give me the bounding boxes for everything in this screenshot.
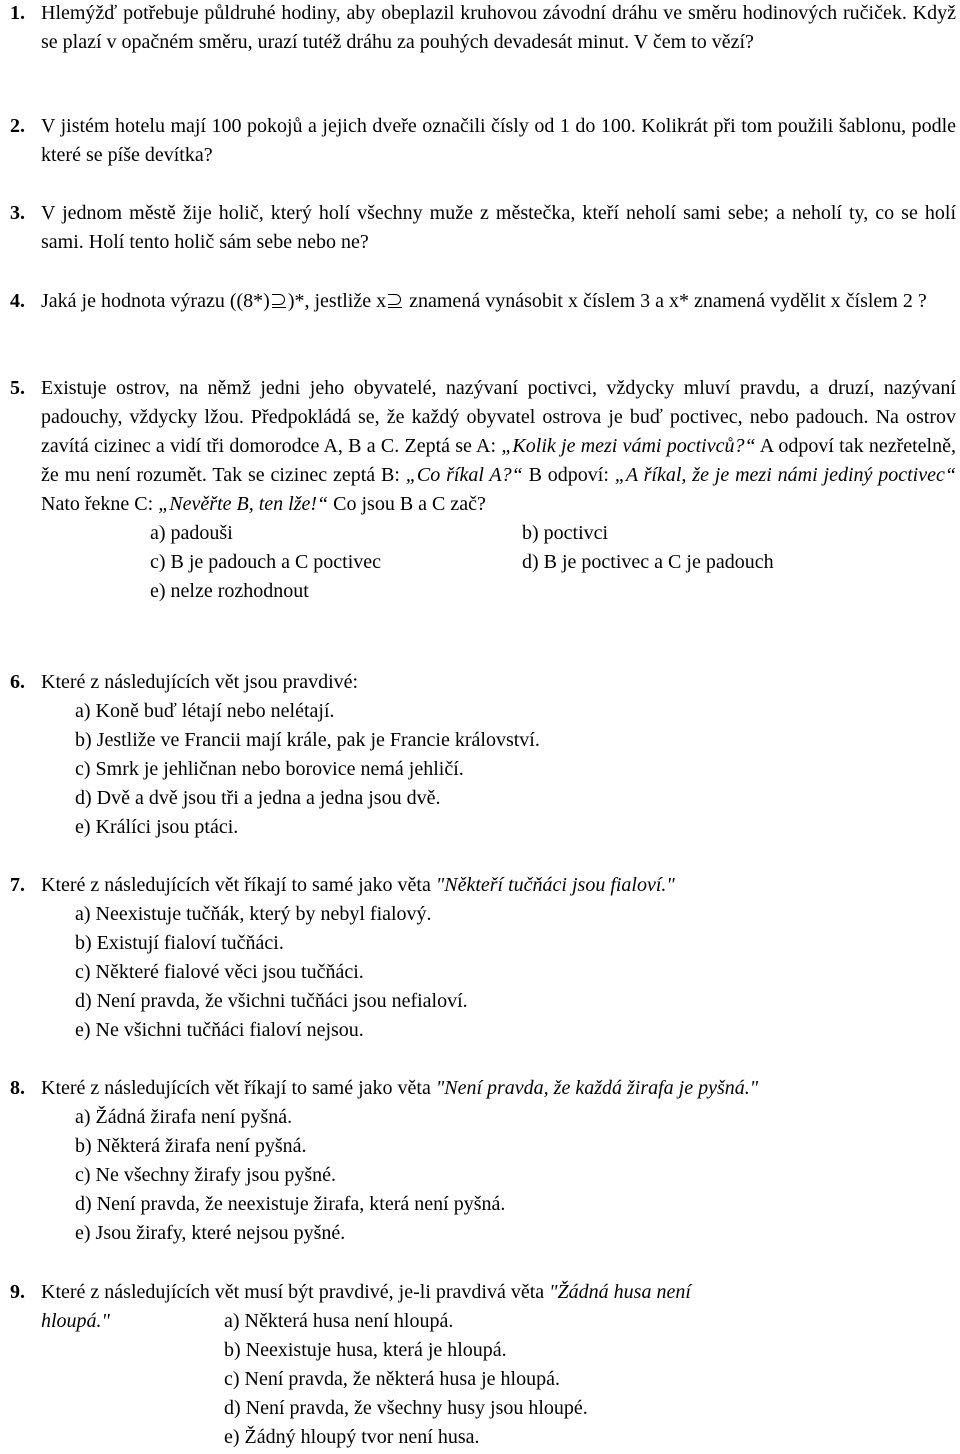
answer-row <box>41 1307 956 1336</box>
spacer <box>41 1336 224 1365</box>
quoted-sentence: "Někteří tučňáci jsou fialoví." <box>435 874 675 896</box>
question-9-answers <box>41 1307 956 1452</box>
question-number: 7. <box>10 874 25 896</box>
answer-row <box>41 1336 956 1365</box>
question-text-part: Co jsou B a C zač? <box>328 493 486 515</box>
question-number: 8. <box>10 1077 25 1099</box>
question-text-part: znamená vynásobit x číslem 3 a x* znamená vydělit x číslem 2 ? <box>404 290 927 312</box>
answer-row <box>41 1394 956 1423</box>
question-text <box>41 287 956 316</box>
answer-option: c) Ne všechny žirafy jsou pyšné. <box>75 1164 337 1186</box>
question-3 <box>0 199 960 257</box>
answer-option: e) nelze rozhodnout <box>150 580 309 602</box>
answer-option: c) Není pravda, že některá husa je hloupá. <box>224 1368 560 1390</box>
question-number: 2. <box>10 115 25 137</box>
spacer <box>41 1423 224 1452</box>
quoted-sentence: "Žádná husa není <box>549 1281 691 1303</box>
question-text-part: Které z následujících vět říkají to samé jako věta <box>41 874 436 896</box>
question-text-part: Které z následujících vět musí být pravdivé, je-li pravdivá věta <box>41 1281 550 1303</box>
answer-option: c) B je padouch a C poctivec <box>150 551 382 573</box>
question-text-part: Existuje ostrov, na němž jedni jeho obyvatelé, nazývaní poctivci, vždycky mluví pravdu, a druzí, nazývaní padouchy, vždycky lžou. Předpokládá se, že každý obyvatel ostrova je buď poctivec, nebo padouch. Na ostrov zavítá cizinec a vidí tři domorodce A, B a C. Zeptá se A: <box>41 377 956 457</box>
question-text <box>41 871 956 900</box>
quoted-sentence: "Není pravda, že každá žirafa je pyšná." <box>435 1077 759 1099</box>
question-7 <box>0 871 960 1045</box>
answer-options <box>75 1103 960 1248</box>
answer-option: b) poctivci <box>522 522 609 544</box>
answer-option: d) Není pravda, že všichni tučňáci jsou nefialoví. <box>75 990 468 1012</box>
quoted-speech: „Co říkal A?“ <box>405 464 523 486</box>
question-number: 6. <box>10 671 25 693</box>
answer-option: e) Králíci jsou ptáci. <box>75 816 239 838</box>
answer-options <box>75 697 960 842</box>
question-9 <box>0 1278 960 1452</box>
question-text-part: B odpoví: <box>522 464 615 486</box>
quoted-sentence: hloupá." <box>41 1310 110 1332</box>
question-1 <box>0 0 960 57</box>
question-4 <box>0 287 960 316</box>
answer-option: a) Neexistuje tučňák, který by nebyl fialový. <box>75 903 432 925</box>
superset-symbol-icon <box>270 294 288 308</box>
answer-option: b) Neexistuje husa, která je hloupá. <box>224 1339 507 1361</box>
answer-option: d) B je poctivec a C je padouch <box>522 551 774 573</box>
question-text-part: A odpoví tak nezřetelně, že mu není rozumět. Tak se cizinec zeptá B: <box>41 435 956 486</box>
question-text <box>41 1074 956 1103</box>
question-text: V jednom městě žije holič, který holí všechny muže z městečka, kteří neholí sami sebe; a neholí ty, co se holí sami. Holí tento holič sám sebe nebo ne? <box>41 202 956 253</box>
answer-option: a) Žádná žirafa není pyšná. <box>75 1106 293 1128</box>
answer-options <box>150 519 960 606</box>
answer-option: d) Není pravda, že neexistuje žirafa, která není pyšná. <box>75 1193 506 1215</box>
question-text <box>41 1278 956 1307</box>
quoted-speech: „Nevěřte B, ten lže!“ <box>158 493 329 515</box>
answer-option: e) Žádný hloupý tvor není husa. <box>224 1426 480 1448</box>
question-number: 9. <box>10 1281 25 1303</box>
quoted-speech: „A říkal, že je mezi námi jediný poctivec“ <box>614 464 956 486</box>
spacer <box>41 1394 224 1423</box>
question-text: Hlemýžď potřebuje půldruhé hodiny, aby obeplazil kruhovou závodní dráhu ve směru hodinových ručiček. Když se plazí v opačném směru, urazí tutéž dráhu za pouhých devadesát minut. V čem to vězí? <box>41 2 956 53</box>
answer-row <box>41 1423 956 1452</box>
question-number: 1. <box>10 2 25 24</box>
answer-option: a) Některá husa není hloupá. <box>224 1310 454 1332</box>
question-5 <box>0 374 960 606</box>
answer-option: d) Není pravda, že všechny husy jsou hloupé. <box>224 1397 588 1419</box>
answer-option: a) padouši <box>150 522 233 544</box>
answer-option: b) Některá žirafa není pyšná. <box>75 1135 307 1157</box>
question-number: 3. <box>10 202 25 224</box>
question-8 <box>0 1074 960 1248</box>
question-2 <box>0 112 960 170</box>
superset-symbol-icon <box>386 294 404 308</box>
answer-option: c) Smrk je jehličnan nebo borovice nemá jehličí. <box>75 758 464 780</box>
question-text: V jistém hotelu mají 100 pokojů a jejich dveře označili čísly od 1 do 100. Kolikrát při tom použili šablonu, podle které se píše devítka? <box>41 115 956 166</box>
question-text <box>41 374 956 519</box>
question-6 <box>0 668 960 842</box>
answer-option: c) Některé fialové věci jsou tučňáci. <box>75 961 364 983</box>
spacer <box>41 1365 224 1394</box>
question-text-part: Které z následujících vět říkají to samé jako věta <box>41 1077 436 1099</box>
quoted-speech: „Kolik je mezi vámi poctivců?“ <box>501 435 756 457</box>
answer-option: d) Dvě a dvě jsou tři a jedna a jedna jsou dvě. <box>75 787 441 809</box>
question-number: 4. <box>10 290 25 312</box>
question-text-part: Jaká je hodnota výrazu ((8*) <box>41 290 270 312</box>
answer-option: e) Ne všichni tučňáci fialoví nejsou. <box>75 1019 364 1041</box>
question-number: 5. <box>10 377 25 399</box>
answer-option: b) Existují fialoví tučňáci. <box>75 932 284 954</box>
answer-option: e) Jsou žirafy, které nejsou pyšné. <box>75 1222 346 1244</box>
answer-row <box>41 1365 956 1394</box>
answer-options <box>75 900 960 1045</box>
question-text-part: )*, jestliže x <box>287 290 387 312</box>
question-text: Které z následujících vět jsou pravdivé: <box>41 671 359 693</box>
answer-option: a) Koně buď létají nebo nelétají. <box>75 700 335 722</box>
question-text-part: Nato řekne C: <box>41 493 159 515</box>
answer-option: b) Jestliže ve Francii mají krále, pak je Francie království. <box>75 729 540 751</box>
